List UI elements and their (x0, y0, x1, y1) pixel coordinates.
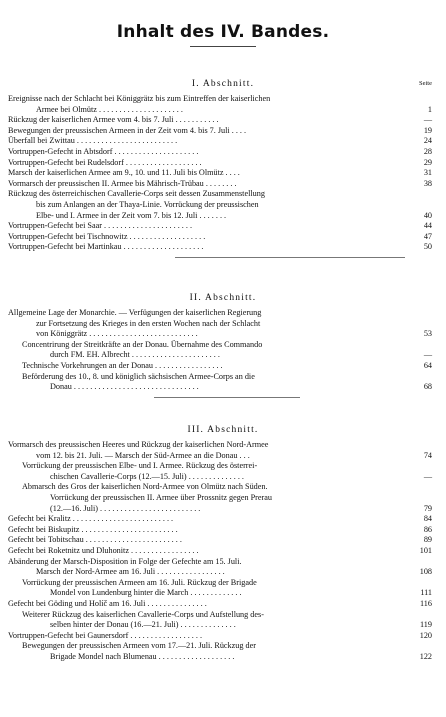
toc-entry-line: Vortruppen-Gefecht bei Rudelsdorf . . . . . . . . . . . . . . . . . . . (8, 157, 202, 167)
toc-page-number: 38 (423, 178, 432, 188)
toc-entry-line: Weiterer Rückzug des kaiserlichen Cavallerie-Corps und Aufstellung des- (22, 609, 264, 619)
toc-entry-line: von Königgrätz . . . . . . . . . . . . . . . . . . . . . . . . . . . (36, 329, 198, 339)
toc-entry-line: zur Fortsetzung des Krieges in den ersten Wochen nach der Schlacht (36, 318, 261, 328)
toc-entry-line: Abänderung der Marsch-Disposition in Folge der Gefechte am 15. Juli. (8, 556, 242, 566)
toc-entry-line: Marsch der kaiserlichen Armee am 9., 10. und 11. Juli bis Olmütz . . . . (8, 168, 240, 178)
toc-page-number: 1 (427, 104, 432, 114)
toc-entry-line: Gefecht bei Kralitz . . . . . . . . . . . . . . . . . . . . . . . . . (8, 514, 174, 524)
toc-page-number: 79 (423, 503, 432, 513)
toc-entry-line: Brigade Mondel nach Blumenau . . . . . . . . . . . . . . . . . . . (50, 652, 235, 661)
toc-entry-line: Marsch der Nord-Armee am 16. Juli . . . . . . . . . . . . . . . . . (36, 567, 225, 577)
toc-page-number: 111 (420, 588, 432, 598)
toc-page-number: 44 (423, 221, 432, 231)
toc-entry-line: Ereignisse nach der Schlacht bei Königgrätz bis zum Eintreffen der kaiserlichen (8, 94, 271, 103)
toc-entry-line: Vortruppen-Gefecht bei Tischnowitz . . . . . . . . . . . . . . . . . . . (8, 231, 206, 241)
toc-entry-line: Vortruppen-Gefecht bei Saar . . . . . . . . . . . . . . . . . . . . . . (8, 221, 193, 231)
toc-entry-line: Vortruppen-Gefecht bei Martinkau . . . . . . . . . . . . . . . . . . . . (8, 242, 204, 252)
toc-page-number: 84 (423, 514, 432, 524)
toc-page-number: 86 (423, 524, 432, 534)
toc-entry-line: Gefecht bei Tobitschau . . . . . . . . . . . . . . . . . . . . . . . . (8, 535, 182, 545)
toc-page-number: 64 (423, 361, 432, 370)
toc-entry-line: Mondel von Lundenburg hinter die March . . . . . . . . . . . . . (50, 588, 242, 598)
toc-entry-line: Abmarsch des Gros der kaiserlichen Nord-Armee von Olmütz nach Süden. (22, 482, 268, 492)
toc-entry-line: Gefecht bei Biskupitz . . . . . . . . . . . . . . . . . . . . . . . . (8, 524, 178, 534)
toc-entry-line: durch FM. EH. Albrecht . . . . . . . . . . . . . . . . . . . . . . (50, 350, 220, 360)
toc-entry-line: Allgemeine Lage der Monarchie. — Verfügungen der kaiserlichen Regierung (8, 308, 262, 317)
toc-entry-line: bis zum Anlangen an der Thaya-Linie. Vorrückung der preussischen (36, 200, 259, 209)
section-divider (175, 257, 405, 258)
toc-page-number: 31 (423, 168, 432, 178)
toc-entry-line: Gefecht bei Roketnitz und Dluhonitz . . . . . . . . . . . . . . . . . (8, 546, 199, 555)
toc-entry-line: vom 12. bis 21. Juli. — Marsch der Süd-Armee an die Donau . . . (36, 450, 250, 460)
section-heading: III. Abschnitt. (187, 425, 259, 435)
toc-entry-line: Bewegungen der preussischen Armeen vom 17.—21. Juli. Rückzug der (22, 641, 256, 651)
section-heading: II. Abschnitt. (189, 293, 257, 303)
toc-page-number: 47 (423, 231, 432, 241)
toc-entry-line: Donau . . . . . . . . . . . . . . . . . . . . . . . . . . . . . . . (50, 382, 199, 392)
toc-entry-line: Concentrirung der Streitkräfte an der Donau. Übernahme des Commando (22, 339, 263, 349)
toc-page-number: 24 (423, 136, 432, 146)
toc-entry-line: Vortruppen-Gefecht in Abtsdorf . . . . . . . . . . . . . . . . . . . . . (8, 147, 199, 156)
toc-entry-line: Vorrückung der preussischen Armeen am 16. Juli. Rückzug der Brigade (22, 577, 257, 587)
title-underline (190, 46, 256, 47)
page-title: Inhalt des IV. Bandes. (116, 22, 330, 42)
toc-page-number: 19 (423, 125, 432, 135)
toc-page-number: 50 (423, 242, 432, 252)
toc-page-number: 89 (423, 535, 432, 545)
toc-page-number: 29 (423, 157, 432, 167)
toc-entry-line: chischen Cavallerie-Corps (12.—15. Juli) . . . . . . . . . . . . . . (50, 471, 244, 481)
section-heading: I. Abschnitt. (191, 79, 255, 89)
toc-entry-line: Rückzug des österreichischen Cavallerie-Corps seit dessen Zusammenstellung (8, 189, 265, 199)
toc-page-number: 119 (420, 620, 432, 630)
toc-entry-line: (12.—16. Juli) . . . . . . . . . . . . . . . . . . . . . . . . . (50, 503, 201, 513)
toc-page-number: 120 (419, 630, 432, 640)
toc-entry-line: Beförderung des 10., 8. und königlich sächsischen Armee-Corps an die (22, 371, 255, 381)
toc-page-number: 101 (419, 546, 432, 555)
toc-entry-line: Vormarsch der preussischen II. Armee bis Mährisch-Trübau . . . . . . . . (8, 178, 237, 188)
toc-entry-line: selben hinter der Donau (16.—21. Juli) . . . . . . . . . . . . . . (50, 620, 236, 630)
toc-entry-line: Elbe- und I. Armee in der Zeit vom 7. bis 12. Juli . . . . . . . (36, 210, 227, 220)
section-divider (154, 397, 300, 398)
toc-entry-line: Vorrückung der preussischen II. Armee über Prossnitz gegen Prerau (50, 493, 272, 502)
toc-entry-line: Vortruppen-Gefecht bei Gaunersdorf . . . . . . . . . . . . . . . . . . (8, 630, 203, 640)
toc-page-number: 116 (420, 599, 432, 608)
toc-page-number: 108 (419, 567, 432, 577)
toc-page-number: 53 (423, 329, 432, 339)
toc-page-number: 28 (423, 147, 432, 156)
toc-page-number: 68 (423, 382, 432, 392)
toc-entry-line: Gefecht bei Göding und Holíč am 16. Juli . . . . . . . . . . . . . . . (8, 599, 207, 608)
toc-page-number: — (423, 350, 432, 360)
toc-entry-line: Vorrückung der preussischen Elbe- und I. Armee. Rückzug des österrei- (22, 461, 258, 471)
toc-entry-line: Armee bei Olmütz . . . . . . . . . . . . . . . . . . . . . (36, 104, 183, 114)
toc-page-number: — (423, 471, 432, 481)
page-column-label: Seite (419, 80, 432, 87)
toc-entry-line: Rückzug der kaiserlichen Armee vom 4. bis 7. Juli . . . . . . . . . . . (8, 115, 219, 125)
toc-page-number: 74 (423, 450, 432, 460)
toc-entry-line: Vormarsch des preussischen Heeres und Rückzug der kaiserlichen Nord-Armee (8, 440, 269, 449)
toc-page-number: 122 (419, 652, 432, 661)
toc-entry-line: Überfall bei Zwittau . . . . . . . . . . . . . . . . . . . . . . . . . (8, 136, 178, 146)
toc-page-number: — (423, 115, 432, 125)
toc-page-number: 40 (423, 210, 432, 220)
toc-entry-line: Bewegungen der preussischen Armeen in der Zeit vom 4. bis 7. Juli . . . . (8, 125, 247, 135)
toc-entry-line: Technische Vorkehrungen an der Donau . . . . . . . . . . . . . . . . . (22, 361, 223, 370)
